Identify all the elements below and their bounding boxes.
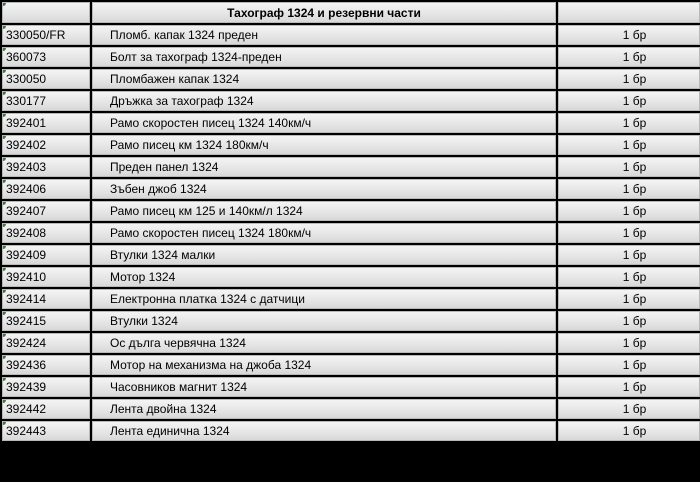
part-code: 392436 [2,355,90,375]
part-quantity: 1 бр [558,91,700,111]
part-quantity: 1 бр [558,421,700,441]
part-name: Зъбен джоб 1324 [92,179,556,199]
part-quantity: 1 бр [558,47,700,67]
part-code: 392401 [2,113,90,133]
part-quantity: 1 бр [558,333,700,353]
table-row [2,69,700,89]
table-row [2,25,700,45]
part-quantity: 1 бр [558,135,700,155]
part-code: 392415 [2,311,90,331]
part-name: Втулки 1324 малки [92,245,556,265]
part-name: Болт за тахограф 1324-преден [92,47,556,67]
header-code-cell [2,2,90,23]
part-code: 392407 [2,201,90,221]
table-row [2,399,700,419]
table-row [2,333,700,353]
part-quantity: 1 бр [558,69,700,89]
table-row [2,245,700,265]
part-name: Преден панел 1324 [92,157,556,177]
table-row [2,311,700,331]
header-qty-cell [558,2,700,23]
part-name: Пломбажен капак 1324 [92,69,556,89]
table-row [2,201,700,221]
part-quantity: 1 бр [558,201,700,221]
part-code: 330050/FR [2,25,90,45]
part-code: 392442 [2,399,90,419]
table-row [2,135,700,155]
part-code: 360073 [2,47,90,67]
part-name: Лента двойна 1324 [92,399,556,419]
table-row [2,47,700,67]
part-name: Мотор 1324 [92,267,556,287]
part-name: Втулки 1324 [92,311,556,331]
part-quantity: 1 бр [558,223,700,243]
table-row [2,377,700,397]
part-code: 392410 [2,267,90,287]
part-code: 392409 [2,245,90,265]
part-code: 392443 [2,421,90,441]
part-quantity: 1 бр [558,157,700,177]
part-quantity: 1 бр [558,311,700,331]
part-name: Пломб. капак 1324 преден [92,25,556,45]
table-row [2,157,700,177]
part-code: 392424 [2,333,90,353]
part-quantity: 1 бр [558,399,700,419]
part-code: 392402 [2,135,90,155]
part-code: 392403 [2,157,90,177]
table-row [2,179,700,199]
part-quantity: 1 бр [558,25,700,45]
part-name: Часовников магнит 1324 [92,377,556,397]
part-quantity: 1 бр [558,289,700,309]
part-code: 392414 [2,289,90,309]
part-name: Рамо скоростен писец 1324 140км/ч [92,113,556,133]
table-row [2,91,700,111]
part-quantity: 1 бр [558,355,700,375]
part-name: Рамо писец км 1324 180км/ч [92,135,556,155]
table-row [2,289,700,309]
part-code: 392439 [2,377,90,397]
table-title: Тахограф 1324 и резервни части [92,2,556,23]
part-code: 330177 [2,91,90,111]
table-row [2,113,700,133]
part-name: Електронна платка 1324 с датчици [92,289,556,309]
part-name: Дръжка за тахограф 1324 [92,91,556,111]
table-row [2,267,700,287]
part-code: 392408 [2,223,90,243]
table-row [2,421,700,441]
part-quantity: 1 бр [558,179,700,199]
part-name: Мотор на механизма на джоба 1324 [92,355,556,375]
part-quantity: 1 бр [558,245,700,265]
table-row [2,355,700,375]
part-code: 392406 [2,179,90,199]
part-name: Рамо писец км 125 и 140км/л 1324 [92,201,556,221]
part-code: 330050 [2,69,90,89]
part-name: Рамо скоростен писец 1324 180км/ч [92,223,556,243]
part-name: Ос дълга червячна 1324 [92,333,556,353]
part-quantity: 1 бр [558,113,700,133]
part-quantity: 1 бр [558,377,700,397]
table-header-row [2,2,700,23]
part-name: Лента единична 1324 [92,421,556,441]
table-row [2,223,700,243]
part-quantity: 1 бр [558,267,700,287]
